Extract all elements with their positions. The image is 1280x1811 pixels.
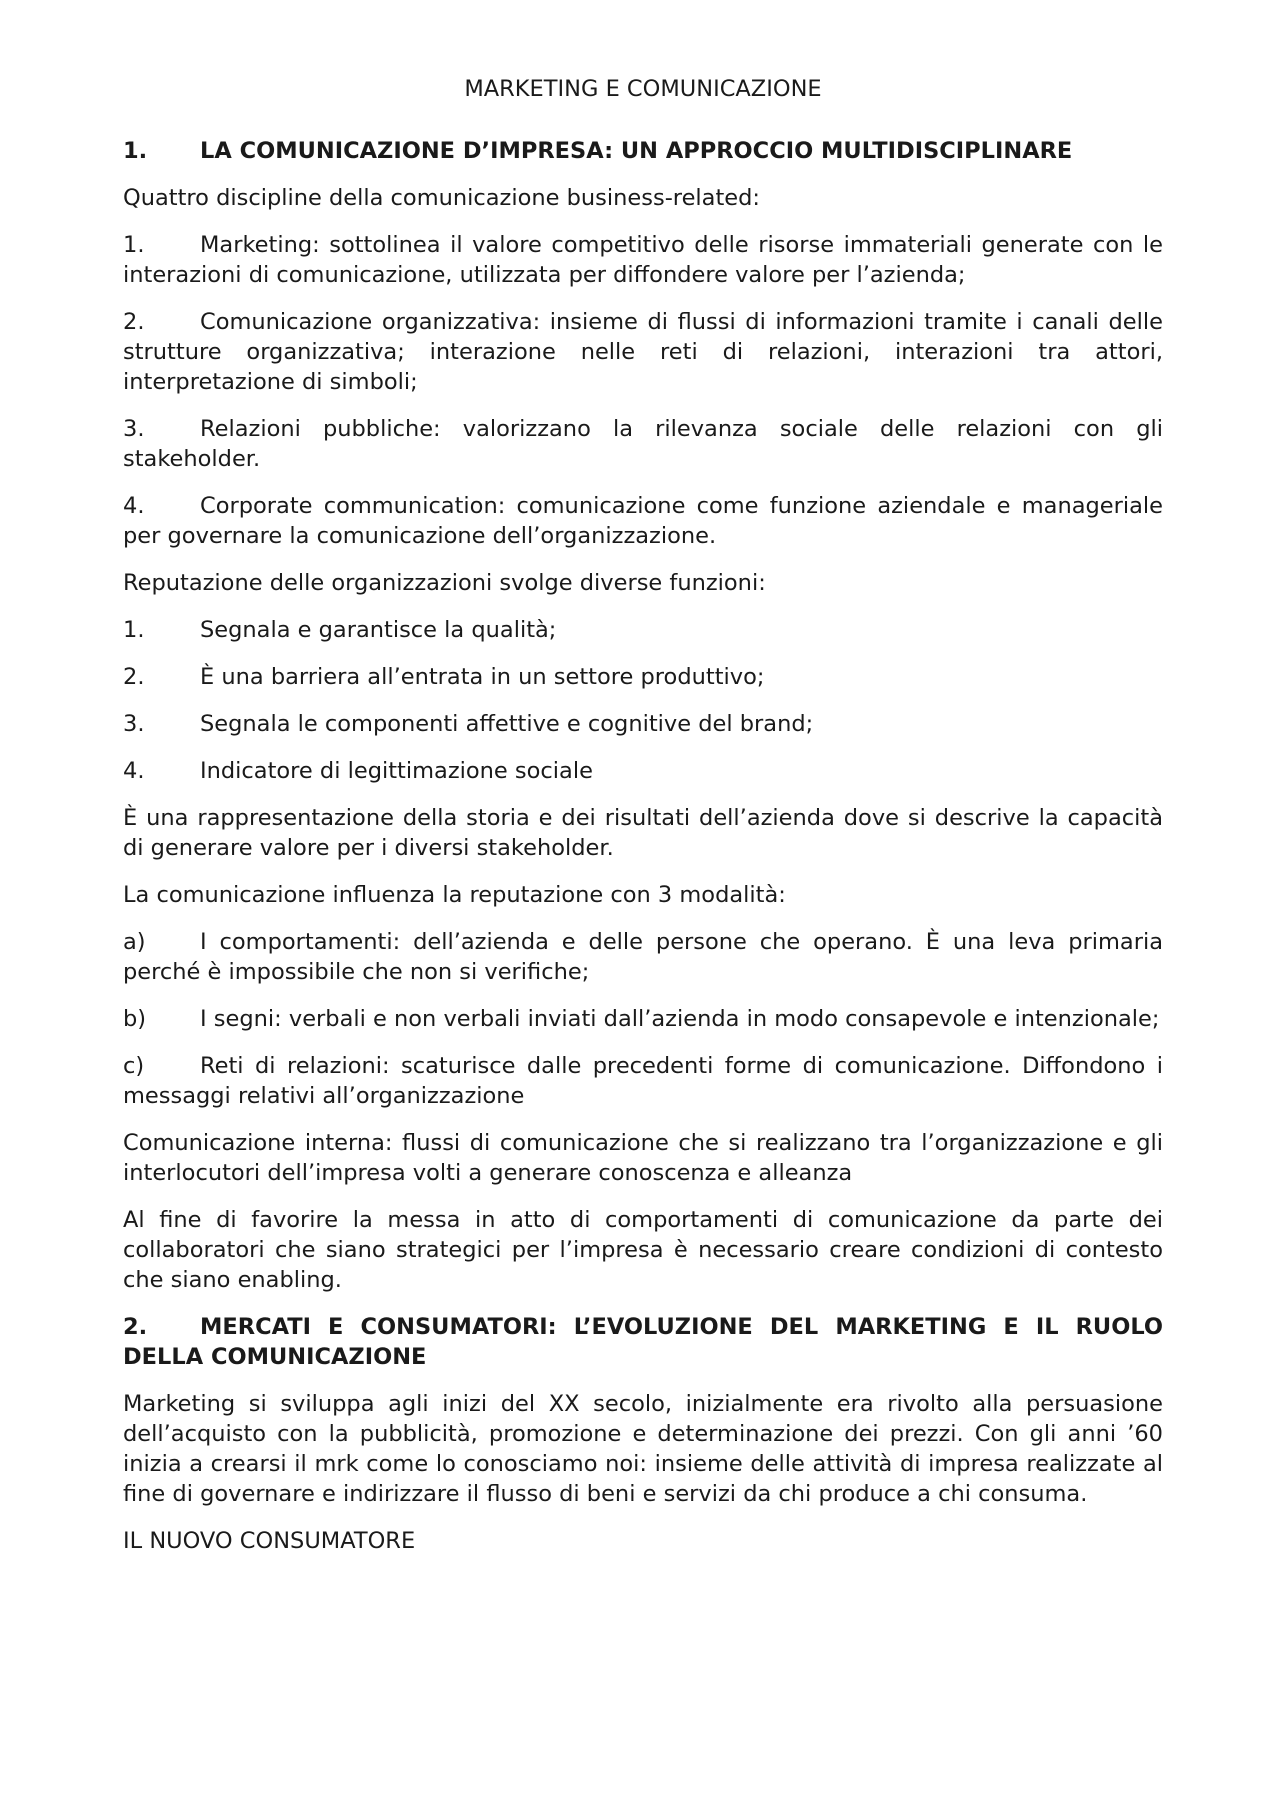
new-consumer-subheading: IL NUOVO CONSUMATORE (123, 1528, 416, 1554)
list-text: Comunicazione organizzativa: insieme di flussi di informazioni tramite i canali delle strutture organizzativa; interazione nelle reti di relazioni, interazioni tra attori, interpretazione di simboli; (123, 309, 1163, 395)
section-2-heading (123, 1312, 1163, 1372)
list-text: Relazioni pubbliche: valorizzano la rilevanza sociale delle relazioni con gli stakeholder. (123, 416, 1163, 472)
list-letter: c) (123, 1053, 145, 1079)
list-letter: b) (123, 1006, 147, 1032)
list-text: Marketing: sottolinea il valore competitivo delle risorse immateriali generate con le interazioni di comunicazione, utilizzata per diffondere valore per l’azienda; (123, 232, 1163, 288)
list-item (123, 1051, 1163, 1111)
list-item (123, 709, 1163, 739)
list-text: Corporate communication: comunicazione come funzione aziendale e manageriale per governare la comunicazione dell’organizzazione. (123, 493, 1163, 549)
list-number: 3. (123, 416, 145, 442)
section-1-number: 1. (123, 138, 148, 164)
list-item (123, 927, 1163, 987)
modes-intro: La comunicazione influenza la reputazione con 3 modalità: (123, 882, 786, 908)
disciplines-intro: Quattro discipline della comunicazione business-related: (123, 185, 760, 211)
list-item (123, 1004, 1163, 1034)
section-1-heading-text: LA COMUNICAZIONE D’IMPRESA: UN APPROCCIO MULTIDISCIPLINARE (200, 138, 1073, 164)
enabling-paragraph: Al fine di favorire la messa in atto di comportamenti di comunicazione da parte dei collaboratori che siano strategici per l’impresa è necessario creare condizioni di contesto che siano enabling. (123, 1207, 1163, 1293)
list-text: Reti di relazioni: scaturisce dalle precedenti forme di comunicazione. Diffondono i messaggi relativi all’organizzazione (123, 1053, 1163, 1109)
list-text: I comportamenti: dell’azienda e delle persone che operano. È una leva primaria perché è impossibile che non si verifiche; (123, 929, 1163, 985)
list-number: 1. (123, 232, 145, 258)
list-number: 4. (123, 493, 145, 519)
list-text: Indicatore di legittimazione sociale (200, 758, 593, 784)
list-item (123, 615, 1163, 645)
section-1-heading (123, 136, 1163, 166)
list-item (123, 662, 1163, 692)
list-item (123, 491, 1163, 551)
section-2-heading-text: MERCATI E CONSUMATORI: L’EVOLUZIONE DEL MARKETING E IL RUOLO DELLA COMUNICAZIONE (123, 1314, 1163, 1370)
reputation-description: È una rappresentazione della storia e dei risultati dell’azienda dove si descrive la capacità di generare valore per i diversi stakeholder. (123, 805, 1163, 861)
list-text: Segnala le componenti affettive e cognitive del brand; (200, 711, 814, 737)
section-2-number: 2. (123, 1314, 148, 1340)
reputation-intro: Reputazione delle organizzazioni svolge diverse funzioni: (123, 570, 766, 596)
list-item (123, 307, 1163, 397)
list-item (123, 230, 1163, 290)
list-text: I segni: verbali e non verbali inviati dall’azienda in modo consapevole e intenzionale; (200, 1006, 1160, 1032)
list-letter: a) (123, 929, 146, 955)
list-number: 1. (123, 617, 145, 643)
list-number: 2. (123, 664, 145, 690)
internal-communication-paragraph: Comunicazione interna: flussi di comunicazione che si realizzano tra l’organizzazione e gli interlocutori dell’impresa volti a generare conoscenza e alleanza (123, 1130, 1163, 1186)
list-number: 2. (123, 309, 145, 335)
document-title: MARKETING E COMUNICAZIONE (464, 76, 822, 102)
list-item (123, 756, 1163, 786)
list-item (123, 414, 1163, 474)
list-number: 4. (123, 758, 145, 784)
list-text: Segnala e garantisce la qualità; (200, 617, 557, 643)
list-number: 3. (123, 711, 145, 737)
list-text: È una barriera all’entrata in un settore produttivo; (200, 664, 765, 690)
document-page (123, 74, 1163, 1573)
marketing-history-paragraph: Marketing si sviluppa agli inizi del XX secolo, inizialmente era rivolto alla persuasione dell’acquisto con la pubblicità, promozione e determinazione dei prezzi. Con gli anni ’60 inizia a crearsi il mrk come lo conosciamo noi: insieme delle attività di impresa realizzate al fine di governare e indirizzare il flusso di beni e servizi da chi produce a chi consuma. (123, 1391, 1163, 1507)
